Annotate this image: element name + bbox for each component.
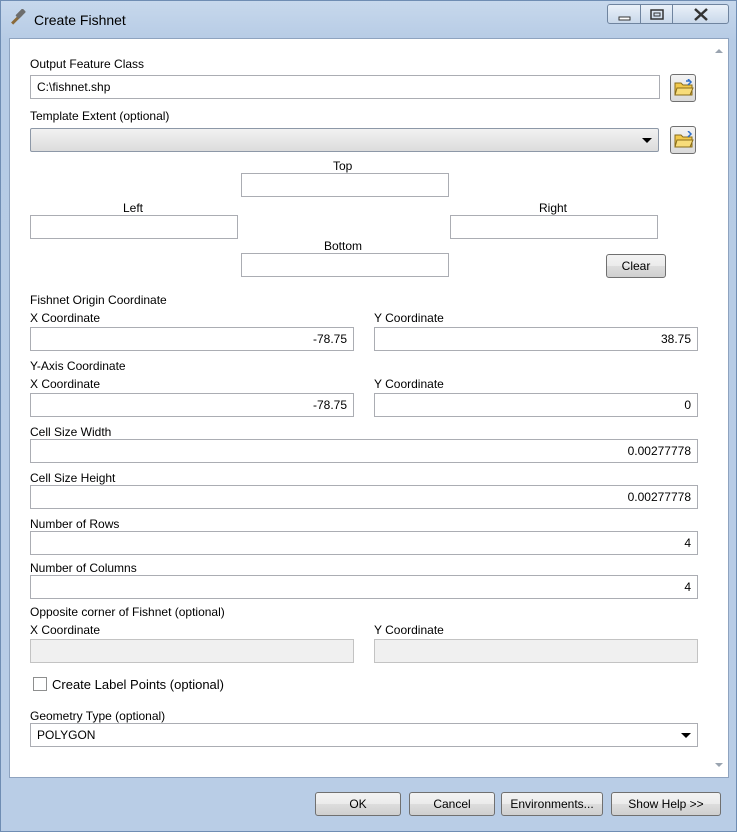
template-extent-dropdown[interactable]	[30, 128, 659, 152]
number-of-rows-input[interactable]: 4	[30, 531, 698, 555]
extent-left-label: Left	[123, 201, 144, 215]
origin-x-label: X Coordinate	[30, 311, 101, 325]
open-folder-icon	[674, 79, 694, 97]
scroll-up-arrow-icon[interactable]	[715, 49, 723, 53]
origin-x-input[interactable]: -78.75	[30, 327, 354, 351]
show-help-button[interactable]: Show Help >>	[611, 792, 721, 816]
y-axis-label: Y-Axis Coordinate	[30, 359, 126, 373]
extent-right-label: Right	[539, 201, 568, 215]
extent-top-label: Top	[333, 159, 353, 173]
opposite-y-label: Y Coordinate	[374, 623, 444, 637]
extent-bottom-input[interactable]	[241, 253, 449, 277]
template-extent-label: Template Extent (optional)	[30, 109, 170, 123]
parameters-panel	[9, 38, 729, 778]
y-axis-y-input[interactable]: 0	[374, 393, 698, 417]
opposite-y-input[interactable]	[374, 639, 698, 663]
y-axis-x-input[interactable]: -78.75	[30, 393, 354, 417]
dialog-button-bar	[9, 779, 729, 827]
chevron-down-icon	[642, 138, 652, 143]
extent-right-input[interactable]	[450, 215, 658, 239]
chevron-down-icon	[681, 733, 691, 738]
cell-size-width-label: Cell Size Width	[30, 425, 112, 439]
vertical-scrollbar[interactable]	[711, 39, 728, 777]
scroll-down-arrow-icon[interactable]	[715, 763, 723, 767]
output-feature-class-label: Output Feature Class	[30, 57, 145, 71]
title-bar[interactable]	[1, 1, 736, 35]
clear-button[interactable]: Clear	[606, 254, 666, 278]
number-of-columns-input[interactable]: 4	[30, 575, 698, 599]
minimize-icon	[608, 5, 642, 25]
maximize-button[interactable]	[640, 4, 673, 24]
geometry-type-dropdown[interactable]	[30, 723, 698, 747]
cell-size-height-label: Cell Size Height	[30, 471, 116, 485]
fishnet-origin-label: Fishnet Origin Coordinate	[30, 293, 167, 307]
output-feature-class-browse-button[interactable]	[670, 74, 696, 102]
origin-y-label: Y Coordinate	[374, 311, 444, 325]
opposite-x-label: X Coordinate	[30, 623, 101, 637]
extent-bottom-label: Bottom	[324, 239, 363, 253]
opposite-x-input[interactable]	[30, 639, 354, 663]
open-folder-icon	[674, 131, 694, 149]
y-axis-y-label: Y Coordinate	[374, 377, 444, 391]
close-icon	[673, 5, 730, 25]
close-button[interactable]	[672, 4, 729, 24]
maximize-icon	[641, 5, 674, 25]
environments-button[interactable]: Environments...	[501, 792, 603, 816]
cell-size-width-input[interactable]: 0.00277778	[30, 439, 698, 463]
cancel-button[interactable]: Cancel	[409, 792, 495, 816]
caption-buttons	[607, 4, 729, 26]
hammer-icon	[7, 9, 29, 29]
geometry-type-label: Geometry Type (optional)	[30, 709, 166, 723]
cell-size-height-input[interactable]: 0.00277778	[30, 485, 698, 509]
template-extent-browse-button[interactable]	[670, 126, 696, 154]
window-title: Create Fishnet	[34, 12, 126, 28]
output-feature-class-input[interactable]: C:\fishnet.shp	[30, 75, 660, 99]
opposite-corner-label: Opposite corner of Fishnet (optional)	[30, 605, 225, 619]
geometry-type-value: POLYGON	[37, 728, 96, 742]
create-label-points-checkbox[interactable]	[33, 677, 47, 691]
number-of-columns-label: Number of Columns	[30, 561, 137, 575]
extent-left-input[interactable]	[30, 215, 238, 239]
y-axis-x-label: X Coordinate	[30, 377, 101, 391]
extent-top-input[interactable]	[241, 173, 449, 197]
minimize-button[interactable]	[607, 4, 641, 24]
create-label-points-label[interactable]: Create Label Points (optional)	[52, 677, 224, 692]
number-of-rows-label: Number of Rows	[30, 517, 120, 531]
ok-button[interactable]: OK	[315, 792, 401, 816]
origin-y-input[interactable]: 38.75	[374, 327, 698, 351]
